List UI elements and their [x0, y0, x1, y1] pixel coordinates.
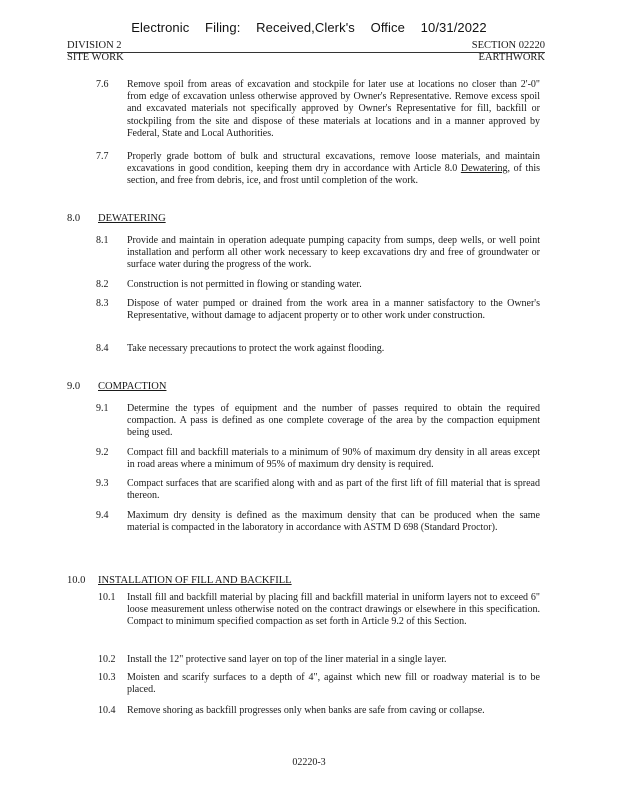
header-rule: [67, 52, 545, 53]
clause-10-1: [98, 592, 540, 642]
section-number: 8.0: [67, 213, 81, 224]
clause-text: Compact fill and backfill materials to a minimum of 90% of maximum dry density in all areas except in road areas where a minimum of 95% of maximum dry density is required.: [127, 447, 540, 471]
clause-number: 7.6: [96, 79, 109, 90]
clause-10-4: [98, 705, 540, 718]
clause-text: Install the 12" protective sand layer on top of the liner material in a single layer.: [127, 654, 447, 665]
stamp-word-received: Received,Clerk's: [256, 20, 355, 35]
division-label: DIVISION 2: [67, 40, 122, 51]
clause-number: 9.2: [96, 447, 109, 458]
section-number: 10.0: [67, 575, 86, 586]
clause-text: Determine the types of equipment and the number of passes required to obtain the required compaction. A pass is defined as one complete coverage of the area by the compaction equipment being used.: [127, 403, 540, 439]
stamp-word-electronic: Electronic: [131, 20, 190, 35]
clause-text: Dispose of water pumped or drained from the work area in a manner satisfactory to the Owner's Representative, without damage to adjacent property or to other work under construction.: [127, 298, 540, 322]
dewatering-reference: Dewatering: [460, 163, 508, 175]
section-title: INSTALLATION OF FILL AND BACKFILL: [98, 575, 292, 586]
clause-number: 7.7: [96, 151, 109, 162]
clause-number: 10.2: [98, 654, 116, 665]
clause-text: Compact surfaces that are scarified along with and as part of the first lift of fill material that is spread thereon.: [127, 478, 540, 502]
clause-number: 9.4: [96, 510, 109, 521]
stamp-word-filing: Filing:: [205, 20, 241, 35]
stamp-date: 10/31/2022: [420, 20, 487, 35]
clause-text: Construction is not permitted in flowing or standing water.: [127, 279, 362, 290]
clause-text: Moisten and scarify surfaces to a depth of 4", against which new fill or roadway material is to be placed.: [127, 672, 540, 696]
clause-text-part-b: , of this section, and free from debris, ice, and frost until completion of the work.: [127, 163, 541, 187]
clause-number: 8.4: [96, 343, 109, 354]
clause-8-3: [96, 298, 540, 336]
section-name: EARTHWORK: [478, 52, 545, 63]
clause-text: Provide and maintain in operation adequate pumping capacity from sumps, deep wells, or well point installation and perform all other work necessary to keep excavations dry and free of groundwater or surface water during the progress of the work.: [127, 235, 540, 271]
clause-7-7: [96, 151, 540, 189]
clause-text: Remove spoil from areas of excavation and stockpile for later use at locations no closer than 2'-0" from edge of excavation unless otherwise approved by Owner's Representative. Remove excess spoil and excavated materials not specifically approved by Owner's Representative for fill, backfill or stockpiling from the site and dispose of these materials at locations and in a manner approved by Federal, State and Local Authorities.: [127, 79, 540, 139]
clause-7-6: [96, 79, 540, 141]
stamp-word-office: Office: [370, 20, 405, 35]
clause-number: 10.4: [98, 705, 116, 716]
section-10-heading: [67, 575, 547, 589]
clause-text-part-a: Properly grade bottom of bulk and structural excavations, remove loose materials, and maintain excavations in good condition, keeping them dry in accordance with Article 8.0: [127, 151, 540, 175]
section-9-heading: [67, 381, 547, 395]
clause-9-1: [96, 403, 540, 441]
clause-text: [127, 151, 540, 188]
clause-9-3: [96, 478, 540, 504]
clause-number: 10.1: [98, 592, 116, 603]
clause-number: 9.1: [96, 403, 109, 414]
clause-10-3: [98, 672, 540, 698]
clause-9-2: [96, 447, 540, 473]
section-8-heading: [67, 213, 547, 227]
clause-number: 9.3: [96, 478, 109, 489]
clause-text: Remove shoring as backfill progresses only when banks are safe from caving or collapse.: [127, 705, 485, 716]
clause-number: 8.3: [96, 298, 109, 309]
clause-10-2: [98, 654, 540, 667]
clause-text: Install fill and backfill material by placing fill and backfill material in uniform layers not to exceed 6" loose measurement unless otherwise noted on the contract drawings or elsewhere in this specification. Compact to minimum specified compaction as set forth in Article 9.2 of this Section.: [127, 592, 540, 628]
clause-number: 10.3: [98, 672, 116, 683]
section-title: COMPACTION: [98, 381, 167, 392]
clause-number: 8.2: [96, 279, 109, 290]
clause-text: Maximum dry density is defined as the maximum density that can be produced when the same material is compacted in the laboratory in accordance with ASTM D 698 (Standard Proctor).: [127, 510, 540, 534]
filing-stamp: [0, 20, 618, 35]
clause-text: Take necessary precautions to protect the work against flooding.: [127, 343, 385, 354]
clause-8-4: [96, 343, 540, 356]
clause-8-1: [96, 235, 540, 273]
clause-number: 8.1: [96, 235, 109, 246]
division-name: SITE WORK: [67, 52, 124, 63]
clause-9-4: [96, 510, 540, 548]
section-label: SECTION 02220: [471, 40, 545, 51]
page-number: 02220-3: [292, 757, 326, 768]
section-title: DEWATERING: [98, 213, 166, 224]
section-number: 9.0: [67, 381, 81, 392]
clause-8-2: [96, 279, 540, 292]
